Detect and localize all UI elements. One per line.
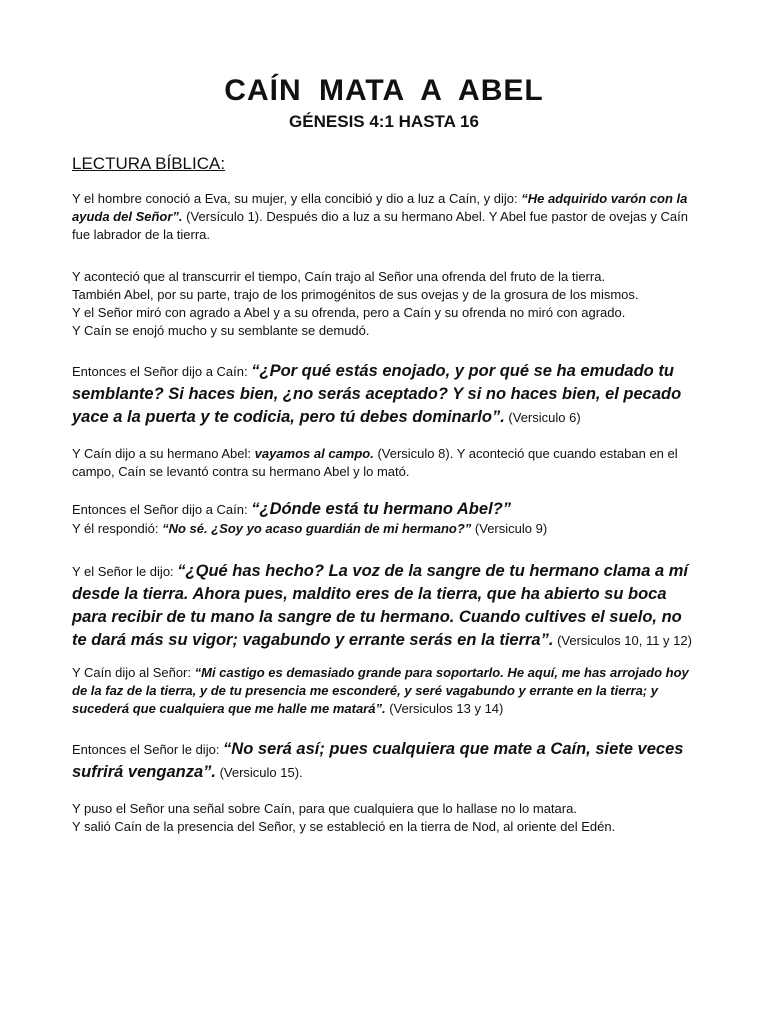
- p6-text-b: (Versiculos 10, 11 y 12): [553, 633, 692, 648]
- p1-text-b: (Versículo 1). Después dio a luz a su hermano Abel. Y Abel fue pastor de ovejas y Caín fue labrador de la tierra.: [72, 209, 688, 242]
- paragraph-1: [72, 190, 696, 244]
- page-title: CAÍN MATA A ABEL: [224, 74, 544, 107]
- paragraph-5: [72, 498, 696, 538]
- p7-text-a: Y Caín dijo al Señor:: [72, 665, 195, 680]
- p8-text-a: Entonces el Señor le dijo:: [72, 742, 224, 757]
- p5-text-c: (Versiculo 9): [471, 521, 548, 536]
- paragraph-4: [72, 445, 696, 481]
- p4-quote: vayamos al campo.: [254, 446, 374, 461]
- p6-quote: “¿Qué has hecho? La voz de la sangre de tu hermano clama a mí desde la tierra. Ahora pues, maldito eres de la tierra, que ha abierto su boca para recibir de tu mano la sangre de tu hermano. Cuando cultives el suelo, no te dará más su vigor; vagabundo y errante serás en la tierra”.: [72, 562, 689, 649]
- page-subtitle: GÉNESIS 4:1 HASTA 16: [289, 112, 479, 131]
- p9-line-2: Y salió Caín de la presencia del Señor, y se estableció en la tierra de Nod, al oriente del Edén.: [72, 819, 616, 834]
- p8-text-b: (Versiculo 15).: [215, 765, 303, 780]
- p4-text-a: Y Caín dijo a su hermano Abel:: [72, 446, 255, 461]
- p3-text-b: (Versiculo 6): [504, 410, 581, 425]
- p2-line-1: Y aconteció que al transcurrir el tiempo, Caín trajo al Señor una ofrenda del fruto de la tierra.: [72, 269, 606, 284]
- paragraph-9: [72, 800, 696, 836]
- paragraph-3: [72, 360, 696, 429]
- p1-text-a: Y el hombre conoció a Eva, su mujer, y ella concibió y dio a luz a Caín, y dijo:: [72, 191, 522, 206]
- p5-text-b: Y él respondió:: [72, 521, 163, 536]
- p7-quote: “Mi castigo es demasiado grande para soportarlo. He aquí, me has arrojado hoy de la faz de la tierra, y de tu presencia me esconderé, y seré vagabundo y errante en la tierra; y sucederá que cualquiera que me halle me matará”.: [72, 665, 689, 716]
- p2-line-3: Y el Señor miró con agrado a Abel y a su ofrenda, pero a Caín y su ofrenda no miró con agrado.: [72, 305, 626, 320]
- p6-text-a: Y el Señor le dijo:: [72, 564, 178, 579]
- p4-text-b: (Versiculo 8). Y aconteció que cuando estaban en el campo, Caín se levantó contra su hermano Abel y lo mató.: [72, 446, 678, 479]
- p2-line-2: También Abel, por su parte, trajo de los primogénitos de sus ovejas y de la grosura de los mismos.: [72, 287, 639, 302]
- p5-quote: “¿Dónde está tu hermano Abel?”: [251, 500, 511, 518]
- paragraph-8: [72, 738, 696, 784]
- p7-text-b: (Versiculos 13 y 14): [385, 701, 504, 716]
- section-heading: LECTURA BÍBLICA:: [72, 154, 226, 173]
- paragraph-2: [72, 268, 696, 340]
- p3-quote: “¿Por qué estás enojado, y por qué se ha emudado tu semblante? Si haces bien, ¿no serás aceptado? Y si no haces bien, el pecado yace a la puerta y te codicia, pero tú debes dominarlo”.: [72, 362, 682, 426]
- paragraph-7: [72, 664, 696, 718]
- p8-quote: “No será así; pues cualquiera que mate a Caín, siete veces sufrirá venganza”.: [72, 740, 684, 781]
- paragraph-6: [72, 560, 696, 652]
- p1-quote: “He adquirido varón con la ayuda del Señor”.: [72, 191, 688, 224]
- p2-line-4: Y Caín se enojó mucho y su semblante se demudó.: [72, 323, 370, 338]
- p3-text-a: Entonces el Señor dijo a Caín:: [72, 364, 252, 379]
- p9-line-1: Y puso el Señor una señal sobre Caín, para que cualquiera que lo hallase no lo matara.: [72, 801, 577, 816]
- p5-text-a: Entonces el Señor dijo a Caín:: [72, 502, 252, 517]
- p5-quote-2: “No sé. ¿Soy yo acaso guardián de mi hermano?”: [162, 521, 472, 536]
